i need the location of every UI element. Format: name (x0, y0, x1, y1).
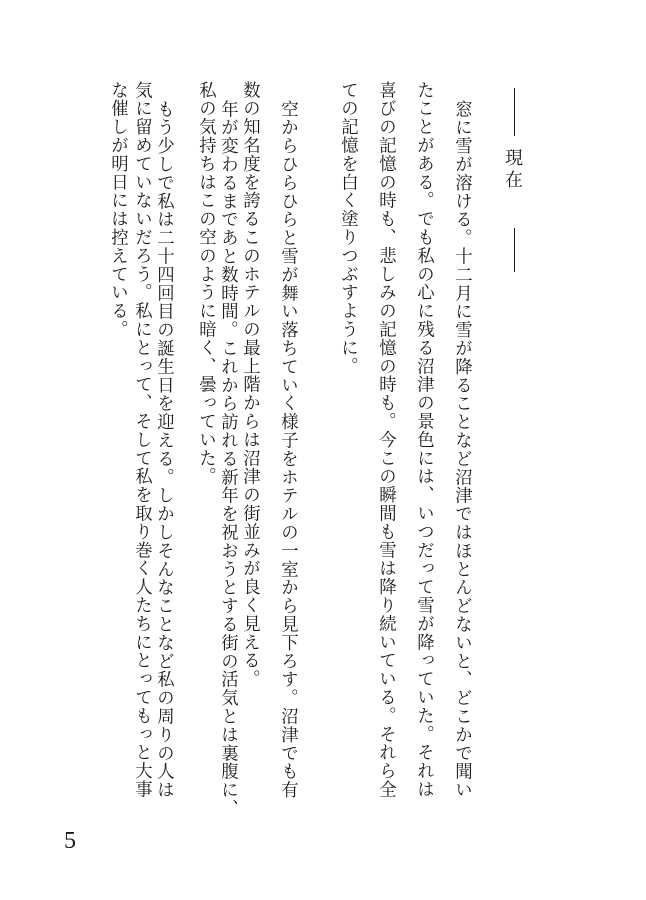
text-line: 数の知名度を誇るこのホテルの最上階からは沼津の街並みが良く見える。 (239, 81, 260, 689)
heading-rule-top (514, 88, 515, 136)
section-heading (500, 88, 530, 272)
text-line: たことがある。でも私の心に残る沼津の景色には、いつだって雪が降っていた。それは (413, 81, 434, 799)
text-line: 年が変わるまであと数時間。これから訪れる新年を祝おうとする街の活気とは裏腹に、 (217, 100, 238, 818)
text-line: 空からひらひらと雪が舞い落ちていく様子をホテルの一室から見下ろす。沼津でも有 (277, 100, 298, 800)
text-line: な催しが明日には控えている。 (107, 81, 128, 339)
text-line: 気に留めていないだろう。私にとって、そして私を取り巻く人たちにとってもっと大事 (131, 81, 152, 799)
page-number: 5 (64, 828, 76, 854)
heading-rule-bottom (514, 228, 515, 272)
text-line: 窓に雪が溶ける。十二月に雪が降ることなど沼津ではほとんどないと、どこかで聞い (451, 100, 472, 800)
text-line: もう少しで私は二十四回目の誕生日を迎える。しかしそんなことなど私の周りの人は (153, 100, 174, 800)
section-heading-text: 現在 (502, 148, 523, 192)
text-line: 喜びの記憶の時も、悲しみの記憶の時も。今この瞬間も雪は降り続いている。それら全 (375, 81, 396, 799)
text-line: ての記憶を白く塗りつぶすように。 (337, 81, 358, 376)
text-line: 私の気持ちはこの空のように暗く、曇っていた。 (195, 81, 216, 486)
